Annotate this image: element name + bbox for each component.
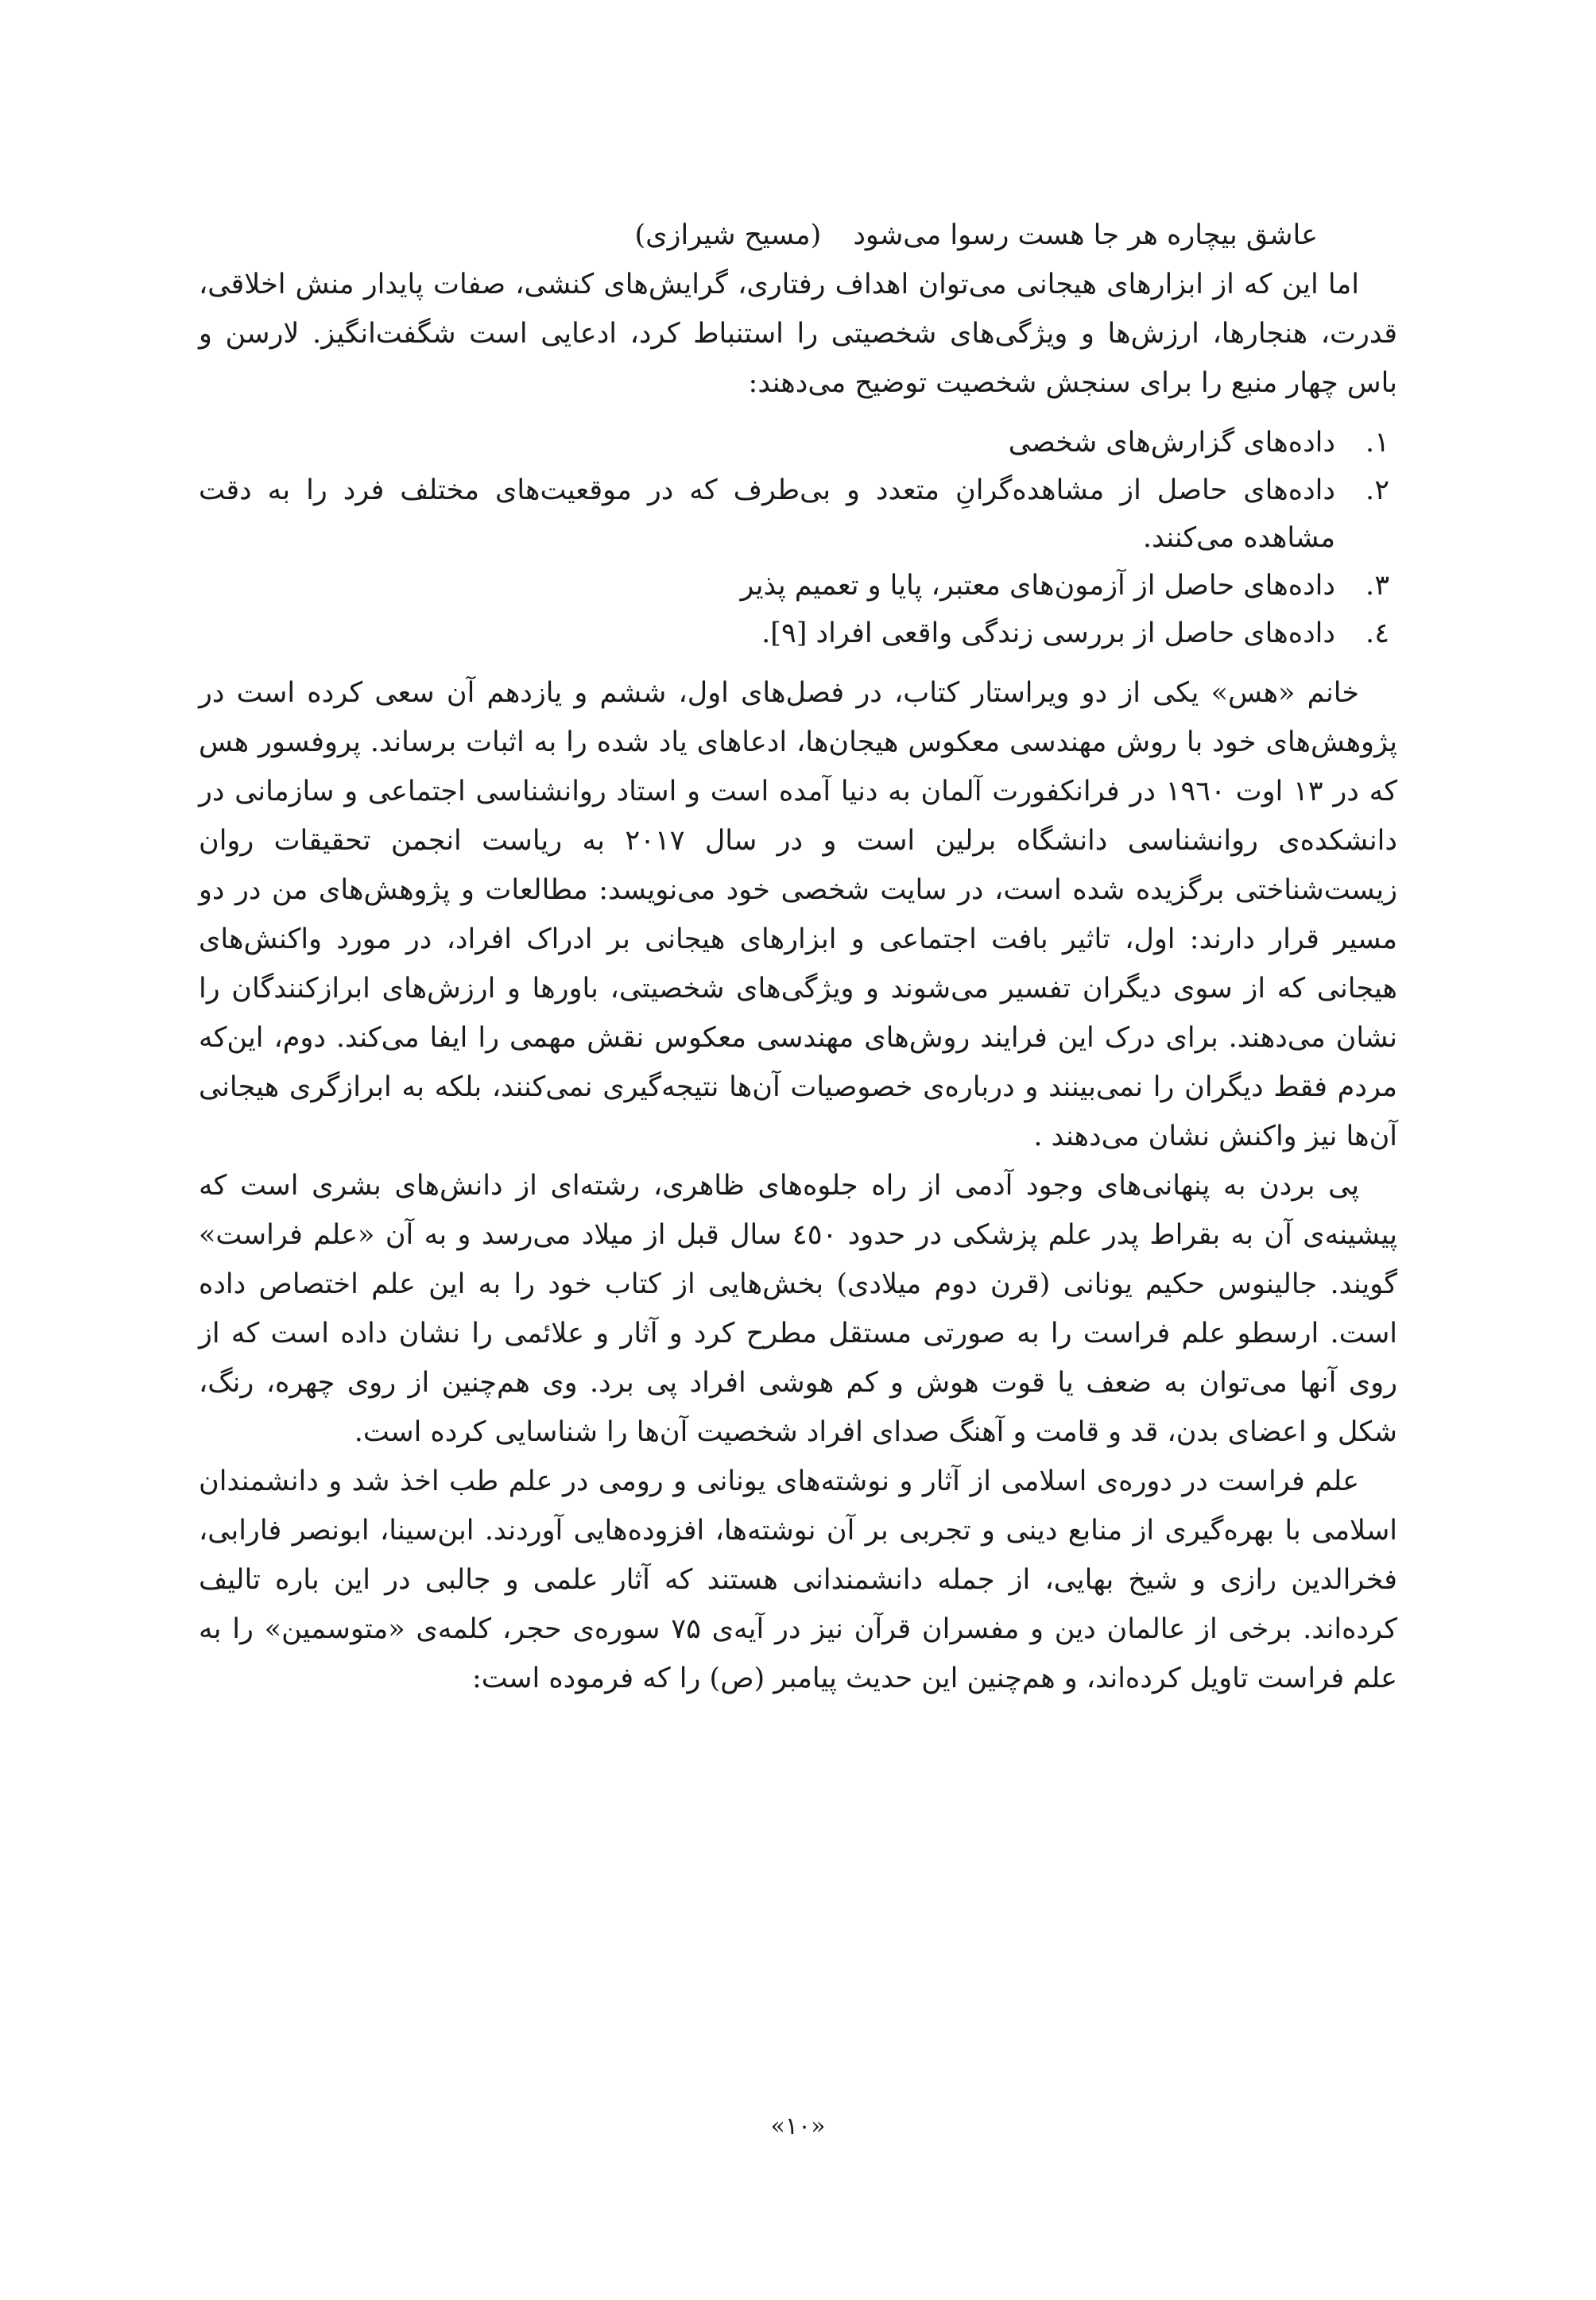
list-item-text: داده‌های حاصل از بررسی زندگی واقعی افراد [۹]. — [761, 618, 1335, 649]
list-item — [199, 467, 1397, 562]
paragraph-physiognomy-history: پی بردن به پنهانی‌های وجود آدمی از راه جلوه‌های ظاهری، رشته‌ای از دانش‌های بشری است که پیشینه‌ی آن به بقراط پدر علم پزشکی در حدود ٤٥۰ سال قبل از میلاد می‌رسد و به آن «علم فراست» گویند. جالینوس حکیم یونانی (قرن دوم میلادی) بخش‌هایی از کتاب خود را به این علم اختصاص داده است. ارسطو علم فراست را به صورتی مستقل مطرح کرد و آثار و علائمی را نشان داده است که از روی آنها می‌توان به ضعف یا قوت هوش و کم هوشی افراد پی برد. وی هم‌چنین از روی چهره، رنگ، شکل و اعضای بدن، قد و قامت و آهنگ صدای افراد شخصیت آن‌ها را شناسایی کرده است. — [199, 1170, 1397, 1448]
list-item-number: ۱. — [1366, 427, 1389, 459]
list-item-number: ۲. — [1366, 474, 1389, 506]
list-item-number: ٤. — [1366, 618, 1389, 649]
verse-attribution: (مسیح شیرازی) — [634, 219, 822, 251]
paragraph-intro: اما این که از ابزارهای هیجانی می‌توان اهداف رفتاری، گرایش‌های کنشی، صفات پایدار منش اخلاقی، قدرت، هنجارها، ارزش‌ها و ویژگی‌های شخصیتی را استنباط کرد، ادعایی است شگفت‌انگیز. لارسن و باس چهار منبع را برای سنجش شخصیت توضیح می‌دهند: — [199, 269, 1397, 399]
paragraph-islamic-period: علم فراست در دوره‌ی اسلامی از آثار و نوشته‌های یونانی و رومی در علم طب اخذ شد و دانشمندان اسلامی با بهره‌گیری از منابع دینی و تجربی بر آن نوشته‌ها، افزوده‌هایی آوردند. ابن‌سینا، ابونصر فارابی، فخرالدین رازی و شیخ بهایی، از جمله دانشمندانی هستند که آثار علمی و جالبی در این باره تالیف کرده‌اند. برخی از عالمان دین و مفسران قرآن نیز در آیه‌ی ۷۵ سوره‌ی حجر، کلمه‌ی «متوسمین» را به علم فراست تاویل کرده‌اند، و هم‌چنین این حدیث پیامبر (ص) را که فرموده است: — [199, 1466, 1397, 1694]
verse-text: عاشق بیچاره هر جا هست رسوا می‌شود — [853, 219, 1318, 251]
page-number: «۱۰» — [770, 2112, 826, 2140]
paragraph-hess: خانم «هس» یکی از دو ویراستار کتاب، در فصل‌های اول، ششم و یازدهم آن سعی کرده است در پژوهش‌های خود با روش مهندسی معکوس هیجان‌ها، ادعاهای یاد شده را به اثبات برساند. پروفسور هس که در ۱۳ اوت ۱۹٦۰ در فرانکفورت آلمان به دنیا آمده است و استاد روانشناسی اجتماعی و سازمانی در دانشکده‌ی روانشناسی دانشگاه برلین است و در سال ۲۰۱۷ به ریاست انجمن تحقیقات روان زیست‌شناختی برگزیده شده است، در سایت شخصی خود می‌نویسد: مطالعات و پژوهش‌های من در دو مسیر قرار دارند: اول، تاثیر بافت اجتماعی و ابزارهای هیجانی بر ادراک افراد، در مورد واکنش‌های هیجانی که از سوی دیگران تفسیر می‌شوند و ویژگی‌های شخصیتی، باورها و ارزش‌های ابرازکنندگان را نشان می‌دهند. برای درک این فرایند روش‌های مهندسی معکوس نقش مهمی را ایفا می‌کند. دوم، این‌که مردم فقط دیگران را نمی‌بینند و درباره‌ی خصوصیات آن‌ها نتیجه‌گیری نمی‌کنند، بلکه به ابرازگری هیجانی آن‌ها نیز واکنش نشان می‌دهند . — [199, 677, 1398, 1152]
list-item — [199, 419, 1397, 467]
list-item-number: ۳. — [1366, 570, 1389, 602]
list-item-text: داده‌های گزارش‌های شخصی — [1008, 427, 1335, 459]
body-text — [199, 211, 1397, 1703]
poem-verse — [199, 211, 1397, 260]
assessment-sources-list — [199, 419, 1397, 657]
list-item — [199, 562, 1397, 610]
list-item-text: داده‌های حاصل از مشاهده‌گرانِ متعدد و بی‌طرف که در موقعیت‌های مختلف فرد را به دقت مشاهده می‌کنند. — [199, 474, 1335, 554]
list-item — [199, 610, 1397, 657]
list-item-text: داده‌های حاصل از آزمون‌های معتبر، پایا و تعمیم پذیر — [740, 570, 1335, 602]
